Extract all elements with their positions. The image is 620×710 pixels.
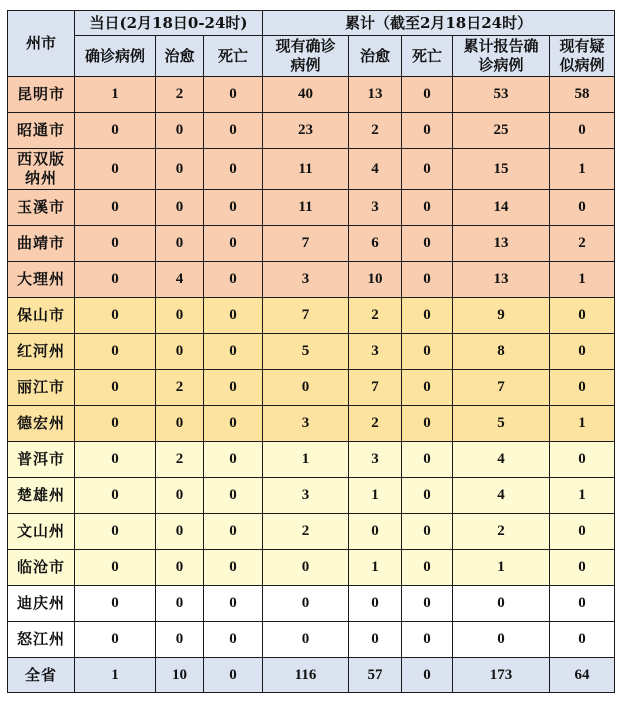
cell-value: 2 xyxy=(550,226,615,262)
cell-value: 0 xyxy=(75,370,156,406)
cell-value: 4 xyxy=(453,442,550,478)
total-value: 1 xyxy=(75,658,156,693)
col-cum-cured: 治愈 xyxy=(349,36,402,77)
cell-value: 1 xyxy=(550,262,615,298)
region-name: 怒江州 xyxy=(8,622,75,658)
cell-value: 0 xyxy=(204,334,263,370)
table-row xyxy=(8,226,615,262)
cell-value: 0 xyxy=(550,442,615,478)
cell-value: 0 xyxy=(402,334,453,370)
cell-value: 0 xyxy=(550,298,615,334)
cell-value: 0 xyxy=(75,262,156,298)
cell-value: 13 xyxy=(453,262,550,298)
region-name: 西双版纳州 xyxy=(8,149,75,190)
cell-value: 13 xyxy=(453,226,550,262)
cell-value: 53 xyxy=(453,77,550,113)
cell-value: 11 xyxy=(263,190,349,226)
cell-value: 9 xyxy=(453,298,550,334)
cell-value: 0 xyxy=(263,370,349,406)
region-name: 曲靖市 xyxy=(8,226,75,262)
cell-value: 2 xyxy=(156,77,204,113)
cell-value: 2 xyxy=(156,442,204,478)
cell-value: 0 xyxy=(75,586,156,622)
cell-value: 0 xyxy=(402,622,453,658)
cell-value: 0 xyxy=(204,514,263,550)
cell-value: 0 xyxy=(204,77,263,113)
total-value: 0 xyxy=(402,658,453,693)
region-name: 德宏州 xyxy=(8,406,75,442)
region-name: 临沧市 xyxy=(8,550,75,586)
cell-value: 0 xyxy=(402,550,453,586)
col-cum-deaths: 死亡 xyxy=(402,36,453,77)
cell-value: 0 xyxy=(402,77,453,113)
cell-value: 3 xyxy=(349,442,402,478)
cell-value: 0 xyxy=(204,298,263,334)
cell-value: 13 xyxy=(349,77,402,113)
cell-value: 23 xyxy=(263,113,349,149)
cell-value: 1 xyxy=(349,478,402,514)
header-row-groups xyxy=(8,11,615,36)
cell-value: 0 xyxy=(402,190,453,226)
cell-value: 0 xyxy=(402,113,453,149)
cell-value: 0 xyxy=(550,550,615,586)
col-daily-deaths: 死亡 xyxy=(204,36,263,77)
cell-value: 5 xyxy=(453,406,550,442)
col-daily-confirmed: 确诊病例 xyxy=(75,36,156,77)
cell-value: 0 xyxy=(550,514,615,550)
cell-value: 1 xyxy=(453,550,550,586)
cell-value: 0 xyxy=(550,113,615,149)
cell-value: 0 xyxy=(204,442,263,478)
cell-value: 0 xyxy=(75,622,156,658)
region-name: 文山州 xyxy=(8,514,75,550)
cell-value: 0 xyxy=(402,478,453,514)
cell-value: 0 xyxy=(453,586,550,622)
cell-value: 0 xyxy=(75,190,156,226)
cell-value: 0 xyxy=(156,113,204,149)
region-name: 迪庆州 xyxy=(8,586,75,622)
cell-value: 0 xyxy=(204,586,263,622)
cell-value: 0 xyxy=(550,190,615,226)
cell-value: 25 xyxy=(453,113,550,149)
table-row xyxy=(8,370,615,406)
table-row xyxy=(8,622,615,658)
total-value: 173 xyxy=(453,658,550,693)
cell-value: 0 xyxy=(263,586,349,622)
cell-value: 4 xyxy=(349,149,402,190)
cell-value: 7 xyxy=(263,298,349,334)
cell-value: 0 xyxy=(204,113,263,149)
cell-value: 11 xyxy=(263,149,349,190)
cell-value: 0 xyxy=(204,406,263,442)
cell-value: 0 xyxy=(204,478,263,514)
table-row xyxy=(8,149,615,190)
total-value: 116 xyxy=(263,658,349,693)
total-value: 64 xyxy=(550,658,615,693)
cell-value: 0 xyxy=(402,298,453,334)
region-name: 昭通市 xyxy=(8,113,75,149)
table-row xyxy=(8,550,615,586)
cell-value: 0 xyxy=(75,149,156,190)
cell-value: 7 xyxy=(349,370,402,406)
total-label: 全省 xyxy=(8,658,75,693)
total-value: 10 xyxy=(156,658,204,693)
cell-value: 2 xyxy=(349,113,402,149)
cell-value: 0 xyxy=(402,586,453,622)
cell-value: 0 xyxy=(402,262,453,298)
cell-value: 10 xyxy=(349,262,402,298)
cell-value: 8 xyxy=(453,334,550,370)
cell-value: 0 xyxy=(156,149,204,190)
total-value: 0 xyxy=(204,658,263,693)
cell-value: 5 xyxy=(263,334,349,370)
cell-value: 14 xyxy=(453,190,550,226)
region-name: 红河州 xyxy=(8,334,75,370)
cell-value: 0 xyxy=(75,226,156,262)
cell-value: 0 xyxy=(402,406,453,442)
cell-value: 0 xyxy=(550,622,615,658)
cell-value: 40 xyxy=(263,77,349,113)
cell-value: 0 xyxy=(75,334,156,370)
table-row xyxy=(8,262,615,298)
table-row xyxy=(8,514,615,550)
cell-value: 0 xyxy=(263,622,349,658)
cell-value: 0 xyxy=(204,550,263,586)
cell-value: 0 xyxy=(156,478,204,514)
cell-value: 0 xyxy=(349,514,402,550)
cell-value: 1 xyxy=(550,478,615,514)
region-name: 大理州 xyxy=(8,262,75,298)
cell-value: 0 xyxy=(75,298,156,334)
table-row xyxy=(8,586,615,622)
cell-value: 0 xyxy=(204,262,263,298)
cell-value: 1 xyxy=(263,442,349,478)
cell-value: 2 xyxy=(349,298,402,334)
cell-value: 0 xyxy=(263,550,349,586)
col-current-confirmed: 现有确诊病例 xyxy=(263,36,349,77)
table-row xyxy=(8,406,615,442)
table-row xyxy=(8,113,615,149)
cell-value: 0 xyxy=(402,149,453,190)
cell-value: 3 xyxy=(263,478,349,514)
cell-value: 0 xyxy=(75,478,156,514)
cell-value: 3 xyxy=(349,190,402,226)
cell-value: 0 xyxy=(402,514,453,550)
cell-value: 0 xyxy=(156,550,204,586)
total-value: 57 xyxy=(349,658,402,693)
cell-value: 2 xyxy=(453,514,550,550)
cell-value: 0 xyxy=(204,149,263,190)
cell-value: 3 xyxy=(349,334,402,370)
cell-value: 0 xyxy=(156,406,204,442)
cell-value: 3 xyxy=(263,262,349,298)
region-name: 昆明市 xyxy=(8,77,75,113)
cell-value: 0 xyxy=(349,622,402,658)
cell-value: 1 xyxy=(550,149,615,190)
cell-value: 0 xyxy=(75,550,156,586)
table-row xyxy=(8,334,615,370)
table-row xyxy=(8,442,615,478)
cell-value: 0 xyxy=(204,622,263,658)
cell-value: 0 xyxy=(156,514,204,550)
cell-value: 7 xyxy=(263,226,349,262)
cell-value: 2 xyxy=(349,406,402,442)
region-header: 州市 xyxy=(8,11,75,77)
cell-value: 0 xyxy=(204,226,263,262)
cell-value: 0 xyxy=(156,190,204,226)
cell-value: 0 xyxy=(204,190,263,226)
cell-value: 0 xyxy=(550,370,615,406)
cell-value: 0 xyxy=(75,406,156,442)
cell-value: 6 xyxy=(349,226,402,262)
cell-value: 58 xyxy=(550,77,615,113)
cell-value: 0 xyxy=(75,514,156,550)
cell-value: 0 xyxy=(402,370,453,406)
table-row xyxy=(8,478,615,514)
daily-group-header: 当日(2月18日0-24时) xyxy=(75,11,263,36)
cell-value: 0 xyxy=(156,298,204,334)
table-row xyxy=(8,190,615,226)
cumulative-group-header: 累计（截至2月18日24时） xyxy=(263,11,615,36)
cell-value: 0 xyxy=(550,586,615,622)
cell-value: 1 xyxy=(75,77,156,113)
table-body xyxy=(8,77,615,693)
cell-value: 0 xyxy=(75,442,156,478)
cell-value: 1 xyxy=(349,550,402,586)
region-name: 保山市 xyxy=(8,298,75,334)
region-name: 丽江市 xyxy=(8,370,75,406)
cell-value: 0 xyxy=(156,586,204,622)
cell-value: 2 xyxy=(156,370,204,406)
cell-value: 4 xyxy=(453,478,550,514)
cell-value: 0 xyxy=(453,622,550,658)
cell-value: 4 xyxy=(156,262,204,298)
cell-value: 0 xyxy=(349,586,402,622)
cell-value: 3 xyxy=(263,406,349,442)
col-daily-cured: 治愈 xyxy=(156,36,204,77)
cell-value: 0 xyxy=(550,334,615,370)
table-row xyxy=(8,77,615,113)
cell-value: 15 xyxy=(453,149,550,190)
cell-value: 0 xyxy=(204,370,263,406)
total-row xyxy=(8,658,615,693)
cell-value: 0 xyxy=(156,334,204,370)
region-name: 楚雄州 xyxy=(8,478,75,514)
col-current-suspected: 现有疑似病例 xyxy=(550,36,615,77)
region-name: 普洱市 xyxy=(8,442,75,478)
cell-value: 7 xyxy=(453,370,550,406)
header-row-columns xyxy=(8,36,615,77)
region-name: 玉溪市 xyxy=(8,190,75,226)
cell-value: 0 xyxy=(156,226,204,262)
col-cum-reported: 累计报告确诊病例 xyxy=(453,36,550,77)
cell-value: 0 xyxy=(402,226,453,262)
cell-value: 2 xyxy=(263,514,349,550)
cell-value: 0 xyxy=(75,113,156,149)
cell-value: 0 xyxy=(402,442,453,478)
covid-case-table xyxy=(7,10,615,693)
table-row xyxy=(8,298,615,334)
cell-value: 0 xyxy=(156,622,204,658)
cell-value: 1 xyxy=(550,406,615,442)
